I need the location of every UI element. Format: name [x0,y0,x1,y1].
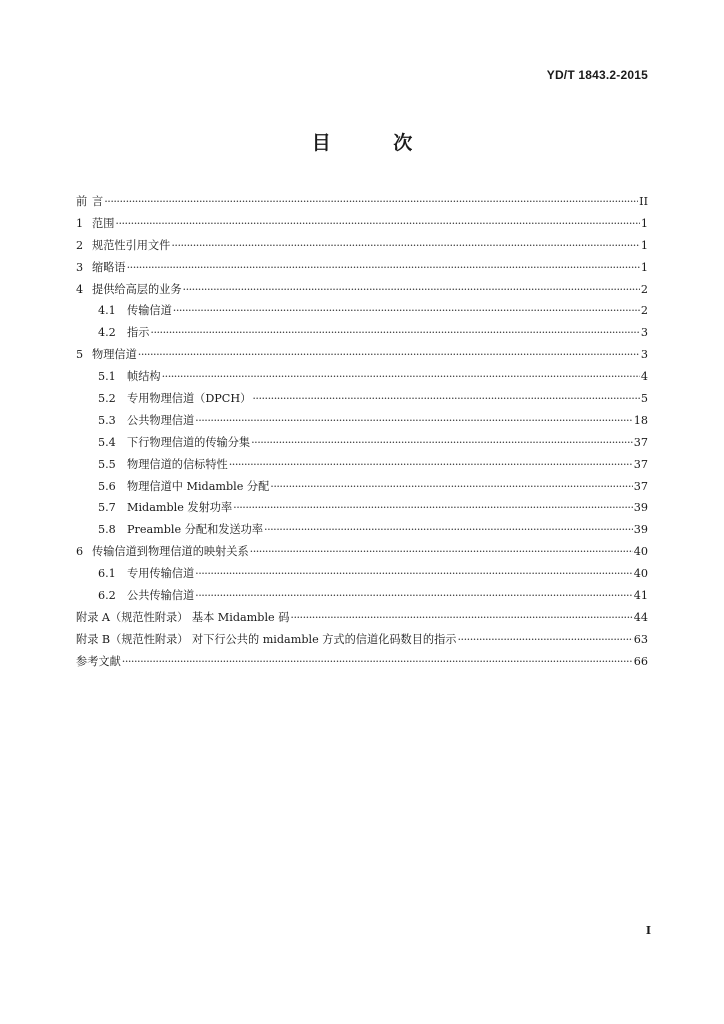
toc-entry[interactable] [76,235,648,257]
toc-entry[interactable] [76,344,648,366]
toc-entry[interactable] [76,366,648,388]
toc-entry-label: 物理信道的信标特性 [127,457,228,471]
toc-entry-page: 66 [633,654,648,668]
toc-entry-number: 5 [76,348,84,362]
toc-entry-page: 37 [633,435,648,449]
toc-entry-number: 5.2 [98,392,116,406]
toc-entry-label: 专用传输信道 [127,567,195,581]
toc-entry-label: 物理信道中 Midamble 分配 [127,479,270,493]
toc-entry-label: Midamble 发射功率 [127,501,233,515]
toc-entry-label: 言 [92,195,104,208]
toc-entry-number: 4.1 [98,304,116,318]
toc-entry[interactable] [76,279,648,301]
toc-entry-page: 40 [633,545,648,559]
toc-entry-label: 公共传输信道 [127,589,195,603]
toc-title: 目 次 [311,132,441,154]
toc-entry-label: Preamble 分配和发送功率 [127,523,264,537]
toc-entry-page: 63 [633,632,648,646]
toc-entry-page: 39 [633,501,648,515]
toc-entry[interactable] [76,607,648,629]
toc-entry-label: 传输信道到物理信道的映射关系 [92,545,249,559]
toc-entry-label: 指示 [127,326,150,340]
toc-entry-page: 40 [633,567,648,581]
toc-leader-dots [252,388,640,410]
toc-entry-page: 44 [633,610,648,624]
toc-entry-label: 附录 B（规范性附录） 对下行公共的 midamble 方式的信道化码数目的指示 [76,632,457,646]
toc-leader-dots [171,235,640,257]
table-of-contents [76,191,648,673]
toc-entry-number: 6 [76,545,84,559]
toc-entry[interactable] [76,651,648,673]
toc-leader-dots [250,541,633,563]
toc-entry-label: 范围 [92,216,115,230]
toc-leader-dots [458,629,633,651]
toc-entry-number: 5.6 [98,479,116,493]
document-code: YD/T 1843.2-2015 [546,68,648,82]
toc-entry-page: II [639,195,648,208]
toc-leader-dots [251,432,633,454]
toc-entry-label: 传输信道 [127,304,172,318]
toc-entry[interactable] [76,541,648,563]
toc-leader-dots [173,300,640,322]
toc-entry-number: 2 [76,238,84,252]
toc-entry-number: 4.2 [98,326,116,340]
toc-entry-page: 1 [640,238,648,252]
toc-leader-dots [229,454,633,476]
toc-leader-dots [150,322,639,344]
toc-entry-page: 3 [640,326,648,340]
toc-entry-page: 3 [640,348,648,362]
toc-entry[interactable] [76,519,648,541]
toc-leader-dots [195,585,633,607]
toc-entry-number: 6.1 [98,567,116,581]
toc-entry-number: 3 [76,260,84,274]
toc-entry[interactable] [76,563,648,585]
toc-entry[interactable] [76,629,648,651]
toc-entry-label: 帧结构 [127,370,161,384]
toc-leader-dots [195,563,633,585]
toc-entry-page: 37 [633,457,648,471]
toc-entry-number: 5.4 [98,435,116,449]
toc-entry[interactable] [76,585,648,607]
toc-entry[interactable] [76,388,648,410]
toc-entry-label: 提供给高层的业务 [92,282,182,296]
toc-entry[interactable] [76,497,648,519]
toc-entry[interactable] [76,410,648,432]
toc-leader-dots [127,257,640,279]
toc-entry[interactable] [76,454,648,476]
toc-leader-dots [264,519,633,541]
toc-entry-page: 2 [640,282,648,296]
toc-entry-page: 1 [640,216,648,230]
toc-leader-dots [138,344,640,366]
toc-leader-dots [122,651,633,673]
toc-entry-page: 39 [633,523,648,537]
page-number: I [645,924,651,937]
toc-entry[interactable] [76,213,648,235]
toc-leader-dots [290,607,632,629]
toc-entry[interactable] [76,191,648,213]
toc-entry-label: 附录 A（规范性附录） 基本 Midamble 码 [76,610,290,624]
toc-entry[interactable] [76,257,648,279]
toc-entry-number: 5.1 [98,370,116,384]
toc-entry-number: 5.3 [98,413,116,427]
toc-entry-number: 1 [76,216,84,230]
toc-entry[interactable] [76,300,648,322]
toc-leader-dots [233,497,633,519]
toc-entry-page: 41 [633,589,648,603]
toc-entry-label: 规范性引用文件 [92,238,171,252]
toc-entry-number: 5.7 [98,501,116,515]
toc-leader-dots [162,366,640,388]
toc-entry-label: 下行物理信道的传输分集 [127,435,251,449]
toc-leader-dots [104,191,638,213]
toc-entry-label: 缩略语 [92,260,126,274]
toc-entry-number: 5.8 [98,523,116,537]
toc-entry-page: 37 [633,479,648,493]
toc-entry-page: 2 [640,304,648,318]
toc-leader-dots [195,410,633,432]
toc-entry-page: 1 [640,260,648,274]
toc-entry-page: 4 [640,370,648,384]
toc-entry-page: 5 [640,392,648,406]
toc-entry-label: 物理信道 [92,348,137,362]
toc-leader-dots [115,213,639,235]
toc-entry-number: 前 [76,195,88,208]
toc-leader-dots [270,476,632,498]
toc-leader-dots [183,279,640,301]
toc-entry-label: 专用物理信道（DPCH） [127,392,252,406]
toc-entry-label: 公共物理信道 [127,413,195,427]
toc-entry[interactable] [76,322,648,344]
toc-entry-number: 4 [76,282,84,296]
toc-entry-page: 18 [633,413,648,427]
toc-entry-label: 参考文献 [76,654,121,668]
toc-entry[interactable] [76,432,648,454]
toc-entry-number: 5.5 [98,457,116,471]
toc-entry-number: 6.2 [98,589,116,603]
toc-entry[interactable] [76,476,648,498]
